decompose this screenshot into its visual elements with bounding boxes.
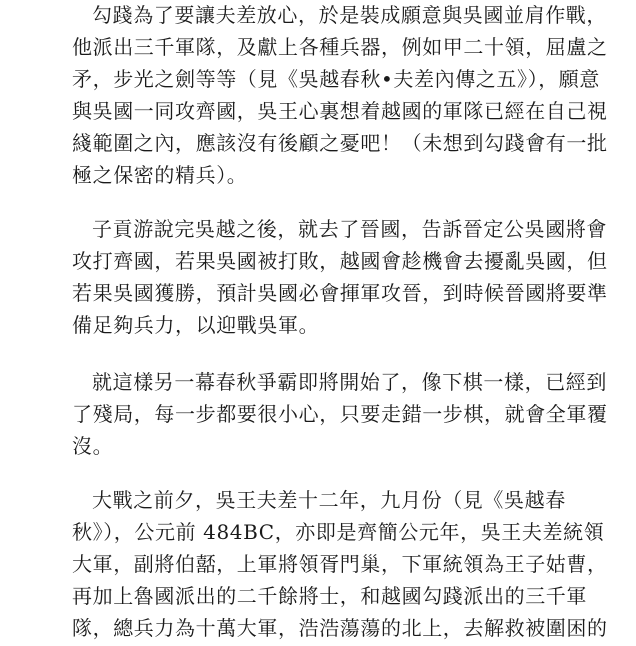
paragraph-line: 矛，步光之劍等等（見《吳越春秋•夫差內傳之五》），願意	[72, 67, 600, 91]
paragraph-line: 隊，總兵力為十萬大軍，浩浩蕩蕩的北上，去解救被圍困的	[72, 616, 608, 640]
paragraph-line: 他派出三千軍隊，及獻上各種兵器，例如甲二十領，屈盧之	[72, 35, 608, 59]
paragraph-line: 秋》），公元前 484BC，亦即是齊簡公元年，吳王夫差統領	[72, 520, 605, 544]
paragraph-line: 子貢游說完吳越之後，就去了晉國，告訴晉定公吳國將會	[92, 217, 607, 241]
paragraph-line: 勾踐為了要讓夫差放心，於是裝成願意與吳國並肩作戰，	[92, 3, 607, 27]
paragraph-line: 極之保密的精兵）。	[72, 163, 248, 187]
paragraph-line: 大軍，副將伯嚭，上軍將領胥門巢，下軍統領為王子姑曹，	[72, 552, 608, 576]
paragraph-line: 沒。	[72, 434, 114, 458]
paragraph-line: 就這樣另一幕春秋爭霸即將開始了，像下棋一樣，已經到	[92, 370, 607, 394]
paragraph-line: 了殘局，每一步都要很小心，只要走錯一步棋，就會全軍覆	[72, 402, 608, 426]
paragraph-line: 攻打齊國，若果吳國被打敗，越國會趁機會去擾亂吳國，但	[72, 249, 608, 273]
paragraph-line: 大戰之前夕，吳王夫差十二年，九月份（見《吳越春	[92, 488, 566, 512]
paragraph-line: 綫範圍之內，應該沒有後顧之憂吧！（未想到勾踐會有一批	[72, 131, 608, 155]
paragraph-line: 若果吳國獲勝，預計吳國必會揮軍攻晉，到時候晉國將要準	[72, 281, 608, 305]
paragraph-line: 備足夠兵力，以迎戰吳軍。	[72, 313, 320, 337]
paragraph-line: 再加上魯國派出的二千餘將士，和越國勾踐派出的三千軍	[72, 584, 587, 608]
paragraph-line: 與吳國一同攻齊國，吳王心裏想着越國的軍隊已經在自己視	[72, 99, 608, 123]
